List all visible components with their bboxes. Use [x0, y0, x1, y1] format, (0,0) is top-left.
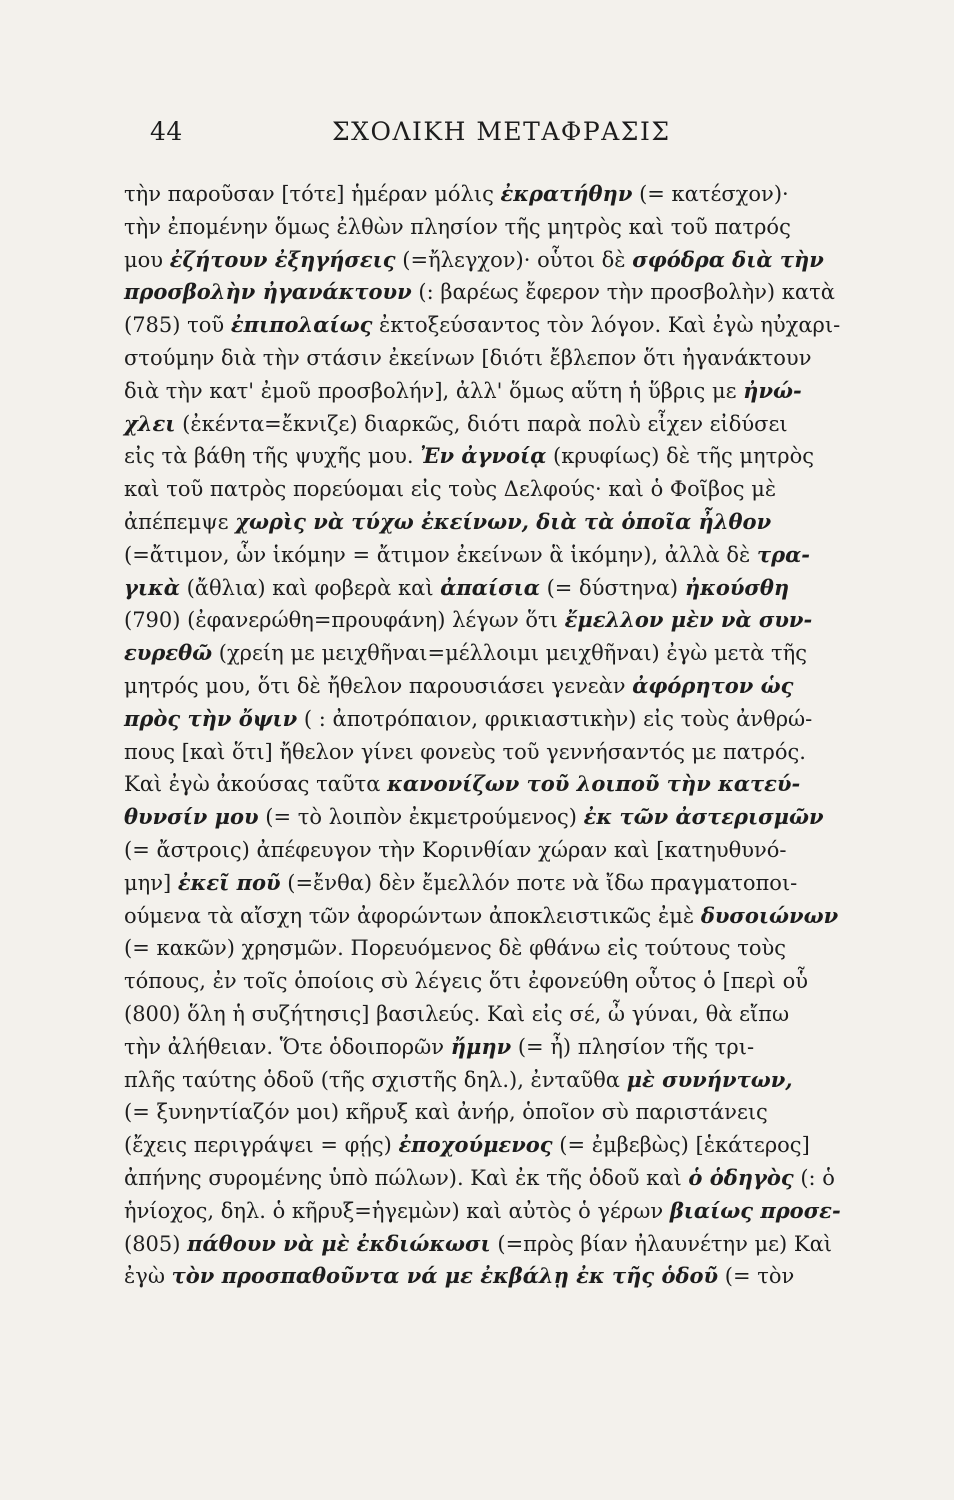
- text-line: [124, 342, 892, 375]
- text-run: Καὶ ἐγὼ ἀκούσας ταῦτα: [124, 772, 388, 797]
- text-run: (κρυφίως) δὲ τῆς μητρὸς: [546, 444, 814, 469]
- text-run: (ἄθλια) καὶ φοβερὰ καὶ: [179, 575, 441, 600]
- bold-italic-phrase: ἔμελλον μὲν νὰ συν-: [564, 607, 813, 633]
- bold-italic-phrase: κανονίζων τοῦ λοιποῦ τὴν κατεύ-: [387, 771, 801, 797]
- text-run: τὴν ἐπομένην ὅμως ἐλθὼν πλησίον τῆς μητρὸς καὶ τοῦ πατρός: [124, 214, 791, 239]
- bold-italic-phrase: τρα-: [756, 541, 810, 567]
- bold-italic-phrase: πάθουν νὰ μὲ ἐκδιώκωσι: [187, 1230, 491, 1256]
- text-run: διὰ τὴν κατ' ἐμοῦ προσβολήν], ἀλλ' ὅμως αὕτη ἡ ὕβρις με: [124, 378, 744, 403]
- text-run: (ἔχεις περιγράψει = φῄς): [124, 1133, 399, 1158]
- bold-italic-phrase: τὸν προσπαθοῦντα νά με ἐκβάλῃ ἐκ τῆς ὁδοῦ: [171, 1263, 719, 1289]
- text-run: (= τὸν: [718, 1264, 795, 1289]
- text-run: (χρείη με μειχθῆναι=μέλλοιμι μειχθῆναι) ἐγὼ μετὰ τῆς: [212, 641, 807, 666]
- bold-italic-phrase: χλει: [124, 410, 176, 436]
- text-line: [124, 1195, 892, 1228]
- bold-italic-phrase: ἐποχούμενος: [398, 1132, 553, 1158]
- bold-italic-phrase: ευρεθῶ: [124, 640, 213, 666]
- text-run: (=ἔνθα) δὲν ἔμελλόν ποτε νὰ ἴδω πραγματοποι-: [280, 870, 798, 895]
- text-line: [124, 867, 892, 900]
- text-run: (= δύστηνα): [539, 575, 685, 600]
- text-line: [124, 178, 892, 211]
- page-header: [150, 117, 850, 157]
- bold-italic-phrase: θυνσίν μου: [124, 804, 259, 830]
- text-line: [124, 276, 892, 309]
- text-run: (= κακῶν) χρησμῶν. Πορευόμενος δὲ φθάνω εἰς τούτους τοὺς: [124, 936, 787, 961]
- bold-italic-phrase: Ἐν ἀγνοίᾳ: [420, 443, 547, 469]
- text-run: (805): [124, 1231, 188, 1256]
- text-run: (= ἦ) πλησίον τῆς τρι-: [511, 1034, 755, 1059]
- text-line: [124, 1031, 892, 1064]
- text-run: (785) τοῦ: [124, 313, 231, 338]
- text-line: [124, 572, 892, 605]
- text-line: [124, 1260, 892, 1293]
- text-run: (= ἄστροις) ἀπέφευγον τὴν Κορινθίαν χώραν καὶ [κατηυθυνό-: [124, 837, 787, 862]
- text-run: (=ἄτιμον, ὧν ἱκόμην = ἄτιμον ἐκείνων ἃ ἱκόμην), ἀλλὰ δὲ: [124, 542, 757, 567]
- text-line: [124, 703, 892, 736]
- text-line: [124, 736, 892, 769]
- bold-italic-phrase: ἐκρατήθην: [500, 181, 633, 206]
- text-line: [124, 801, 892, 834]
- bold-italic-phrase: ἠνώ-: [743, 377, 802, 403]
- text-run: (= ξυνηντίαζόν μοι) κῆρυξ καὶ ἀνήρ, ὁποῖον σὺ παριστάνεις: [124, 1100, 768, 1125]
- bold-italic-phrase: ἐπιπολαίως: [230, 312, 373, 338]
- text-run: πλῆς ταύτης ὁδοῦ (τῆς σχιστῆς δηλ.), ἐνταῦθα: [124, 1067, 627, 1092]
- text-run: μητρός μου, ὅτι δὲ ἤθελον παρουσιάσει γενεὰν: [124, 673, 633, 698]
- text-line: [124, 1129, 892, 1162]
- bold-italic-phrase: ἀπαίσια: [440, 574, 540, 600]
- text-run: ( : ἀποτρόπαιον, φρικιαστικὴν) εἰς τοὺς ἀνθρώ-: [297, 706, 813, 731]
- text-run: ούμενα τὰ αἴσχη τῶν ἀφορώντων ἀποκλειστικῶς ἐμὲ: [124, 903, 701, 928]
- text-line: [124, 1096, 892, 1129]
- bold-italic-phrase: ἤμην: [450, 1033, 512, 1059]
- text-run: (= ἐμβεβὼς) [ἑκάτερος]: [552, 1133, 810, 1158]
- text-run: πους [καὶ ὅτι] ἤθελον γίνει φονεὺς τοῦ γεννήσαντός με πατρός.: [124, 739, 806, 764]
- text-run: τὴν ἀλήθειαν. Ὅτε ὁδοιπορῶν: [124, 1034, 451, 1059]
- running-title: ΣΧΟΛΙΚΗ ΜΕΤΑΦΡΑΣΙΣ: [332, 117, 671, 146]
- bold-italic-phrase: ἐκ τῶν ἀστερισμῶν: [583, 804, 824, 830]
- bold-italic-phrase: χωρὶς νὰ τύχω ἐκείνων, διὰ τὰ ὁποῖα ἦλθον: [235, 508, 772, 534]
- text-run: τὴν παροῦσαν [τότε] ἡμέραν μόλις: [124, 182, 501, 206]
- text-line: [124, 932, 892, 965]
- text-run: (: ὁ: [793, 1165, 835, 1190]
- text-line: [124, 309, 892, 342]
- text-line: [124, 1228, 892, 1261]
- text-run: (=πρὸς βίαν ἠλαυνέτην με) Καὶ: [490, 1231, 833, 1256]
- text-run: στούμην διὰ τὴν στάσιν ἐκείνων [διότι ἔβλεπον ὅτι ἠγανάκτουν: [124, 345, 812, 370]
- text-run: τόπους, ἐν τοῖς ὁποίοις σὺ λέγεις ὅτι ἐφονεύθη οὗτος ὁ [περὶ οὗ: [124, 969, 808, 994]
- text-run: μην]: [124, 870, 178, 895]
- text-line: [124, 1162, 892, 1195]
- text-line: [124, 965, 892, 998]
- bold-italic-phrase: σφόδρα διὰ τὴν: [632, 246, 824, 272]
- bold-italic-phrase: ὁ ὁδηγὸς: [688, 1164, 794, 1190]
- text-run: ἐγὼ: [124, 1264, 172, 1289]
- bold-italic-phrase: πρὸς τὴν ὄψιν: [124, 705, 298, 731]
- text-run: (790) (ἐφανερώθη=προυφάνη) λέγων ὅτι: [124, 608, 565, 633]
- bold-italic-phrase: βιαίως προσε-: [669, 1197, 841, 1223]
- bold-italic-phrase: ἐκεῖ ποῦ: [177, 869, 281, 895]
- text-line: [124, 506, 892, 539]
- text-line: [124, 998, 892, 1031]
- text-line: [124, 768, 892, 801]
- text-run: (800) ὅλη ἡ συζήτησις] βασιλεύς. Καὶ εἰς σέ, ὦ γύναι, θὰ εἴπω: [124, 1001, 790, 1026]
- text-line: [124, 375, 892, 408]
- text-line: [124, 604, 892, 637]
- text-run: μου: [124, 247, 170, 272]
- text-line: [124, 900, 892, 933]
- text-run: ἡνίοχος, δηλ. ὁ κῆρυξ=ἡγεμὼν) καὶ αὐτὸς ὁ γέρων: [124, 1198, 670, 1223]
- text-run: (: βαρέως ἔφερον τὴν προσβολὴν) κατὰ: [411, 280, 835, 305]
- text-line: [124, 539, 892, 572]
- page-number: 44: [150, 117, 183, 146]
- bold-italic-phrase: μὲ συνήντων,: [626, 1066, 793, 1092]
- text-line: [124, 1064, 892, 1097]
- text-run: ἐκτοξεύσαντος τὸν λόγον. Καὶ ἐγὼ ηὐχαρι-: [372, 313, 841, 338]
- bold-italic-phrase: ἐζήτουν ἐξηγήσεις: [169, 246, 396, 272]
- text-run: (= κατέσχον)·: [632, 182, 789, 206]
- bold-italic-phrase: ἀφόρητον ὡς: [632, 672, 794, 698]
- bold-italic-phrase: δυσοιώνων: [700, 902, 839, 928]
- text-line: [124, 834, 892, 867]
- text-run: (=ἤλεγχον)· οὗτοι δὲ: [395, 247, 633, 272]
- text-run: εἰς τὰ βάθη τῆς ψυχῆς μου.: [124, 444, 421, 469]
- text-run: (= τὸ λοιπὸν ἐκμετρούμενος): [258, 805, 584, 830]
- bold-italic-phrase: ἠκούσθη: [684, 574, 790, 600]
- text-line: [124, 637, 892, 670]
- text-line: [124, 670, 892, 703]
- text-line: [124, 440, 892, 473]
- text-line: [124, 473, 892, 506]
- text-line: [124, 211, 892, 244]
- text-run: ἀπέπεμψε: [124, 509, 236, 534]
- text-run: καὶ τοῦ πατρὸς πορεύομαι εἰς τοὺς Δελφούς· καὶ ὁ Φοῖβος μὲ: [124, 477, 777, 502]
- text-line: [124, 408, 892, 441]
- bold-italic-phrase: προσβολὴν ἠγανάκτουν: [124, 279, 412, 305]
- text-run: (ἐκέντα=ἔκνιζε) διαρκῶς, διότι παρὰ πολὺ εἶχεν εἰδύσει: [175, 411, 788, 436]
- text-run: ἀπήνης συρομένης ὑπὸ πώλων). Καὶ ἐκ τῆς ὁδοῦ καὶ: [124, 1165, 689, 1190]
- text-line: [124, 244, 892, 277]
- body-text: [124, 178, 892, 1293]
- bold-italic-phrase: γικὰ: [124, 574, 180, 600]
